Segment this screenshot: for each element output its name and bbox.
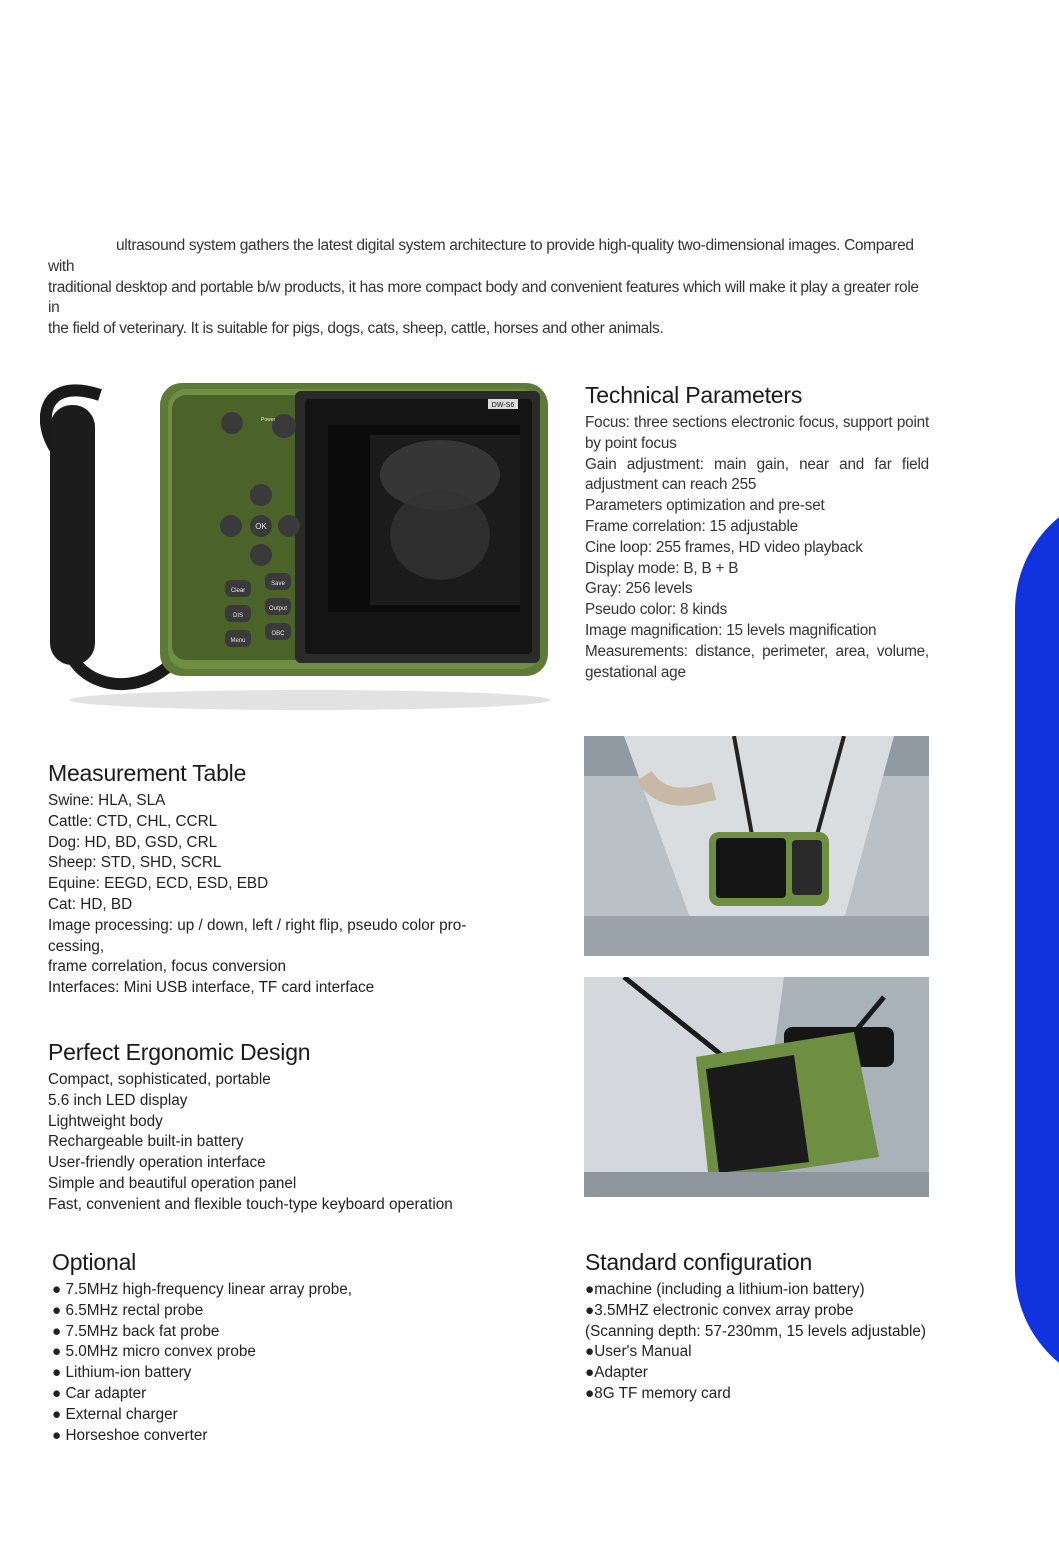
intro-line: traditional desktop and portable b/w products, it has more compact body and convenient features which will make it play a greater role in (48, 278, 919, 317)
optional-item: ● Horseshoe converter (52, 1426, 208, 1444)
measurement-line: Interfaces: Mini USB interface, TF card interface (48, 979, 375, 997)
measurement-list (48, 791, 508, 999)
optional-item: ● 5.0MHz micro convex probe (52, 1343, 256, 1361)
intro-line: ultrasound system gathers the latest digital system architecture to provide high-quality two-dimensional images. Compared with (48, 237, 914, 275)
tech-line: by point focus (585, 434, 677, 452)
optional-item: ● Lithium-ion battery (52, 1364, 192, 1382)
optional-item: ● 7.5MHz back fat probe (52, 1322, 220, 1340)
standard-item: ●machine (including a lithium-ion battery) (585, 1281, 865, 1298)
decorative-blue-arc (1015, 490, 1059, 1390)
ultrasound-device-image (40, 365, 560, 715)
ergonomic-list (48, 1070, 508, 1216)
tech-line: adjustment can reach 255 (585, 476, 757, 494)
technical-parameters-title: Technical Parameters (585, 382, 803, 408)
standard-configuration-section (585, 1249, 945, 1405)
intro-line: the field of veterinary. It is suitable for pigs, dogs, cats, sheep, cattle, horses and other animals. (48, 320, 664, 338)
photo-device-on-strap (584, 977, 929, 1197)
ergonomic-line: User-friendly operation interface (48, 1154, 266, 1172)
measurement-line: Cattle: CTD, CHL, CCRL (48, 812, 218, 830)
standard-item: ●User's Manual (585, 1343, 692, 1361)
measurement-line: Swine: HLA, SLA (48, 792, 166, 809)
dis-label: DIS (232, 613, 244, 619)
tech-line: Measurements: distance, perimeter, area, volume, (585, 642, 929, 660)
ergonomic-design-section (48, 1039, 508, 1216)
optional-item: ● Car adapter (52, 1384, 147, 1402)
tech-line: Focus: three sections electronic focus, support point (585, 414, 929, 431)
tech-line: Display mode: B, B + B (585, 559, 739, 577)
tech-line: Gray: 256 levels (585, 580, 693, 598)
tech-line: Gain adjustment: main gain, near and far field (585, 455, 929, 473)
measurement-line: Cat: HD, BD (48, 895, 133, 913)
measurement-line: Equine: EEGD, ECD, ESD, EBD (48, 875, 269, 893)
tech-line: Parameters optimization and pre-set (585, 497, 825, 515)
measurement-line: cessing, (48, 937, 105, 955)
optional-item: ● 7.5MHz high-frequency linear array probe, (52, 1281, 353, 1298)
ergonomic-line: Fast, convenient and flexible touch-type keyboard operation (48, 1195, 453, 1213)
clear-label: Clear (230, 588, 246, 594)
menu-label: Menu (230, 638, 246, 644)
ergonomic-line: Compact, sophisticated, portable (48, 1071, 271, 1088)
standard-list (585, 1280, 945, 1405)
ok-label: OK (255, 522, 267, 531)
power-label: Power (261, 417, 276, 423)
standard-item: (Scanning depth: 57-230mm, 15 levels adjustable) (585, 1322, 926, 1340)
optional-section (52, 1249, 472, 1446)
photo-operator-holding-device (584, 736, 929, 956)
output-label: Output (268, 606, 288, 612)
technical-parameters-list (585, 413, 929, 683)
standard-item: ●8G TF memory card (585, 1384, 731, 1402)
standard-item: ●Adapter (585, 1364, 648, 1382)
ergonomic-line: Lightweight body (48, 1112, 163, 1130)
optional-list (52, 1280, 472, 1446)
obc-label: OBC (271, 631, 285, 637)
measurement-line: Dog: HD, BD, GSD, CRL (48, 833, 218, 851)
optional-item: ● External charger (52, 1405, 178, 1423)
measurement-table-title: Measurement Table (48, 760, 247, 786)
ergonomic-line: Simple and beautiful operation panel (48, 1174, 297, 1192)
device-model-label: DW-S6 (491, 402, 515, 409)
ergonomic-design-title: Perfect Ergonomic Design (48, 1039, 311, 1065)
standard-configuration-title: Standard configuration (585, 1249, 813, 1275)
measurement-line: Image processing: up / down, left / right flip, pseudo color pro- (48, 916, 467, 934)
tech-line: Image magnification: 15 levels magnification (585, 621, 877, 639)
ergonomic-line: Rechargeable built-in battery (48, 1133, 244, 1151)
tech-line: Frame correlation: 15 adjustable (585, 517, 798, 535)
standard-item: ●3.5MHZ electronic convex array probe (585, 1301, 854, 1319)
optional-item: ● 6.5MHz rectal probe (52, 1301, 204, 1319)
tech-line: Pseudo color: 8 kinds (585, 601, 728, 619)
optional-title: Optional (52, 1249, 137, 1275)
save-label: Save (271, 581, 285, 587)
technical-parameters-section (585, 382, 929, 683)
measurement-line: Sheep: STD, SHD, SCRL (48, 854, 222, 872)
intro-paragraph (48, 236, 933, 340)
measurement-line: frame correlation, focus conversion (48, 958, 287, 976)
ergonomic-line: 5.6 inch LED display (48, 1091, 188, 1109)
tech-line: gestational age (585, 663, 686, 681)
measurement-table-section (48, 760, 508, 999)
tech-line: Cine loop: 255 frames, HD video playback (585, 538, 863, 556)
